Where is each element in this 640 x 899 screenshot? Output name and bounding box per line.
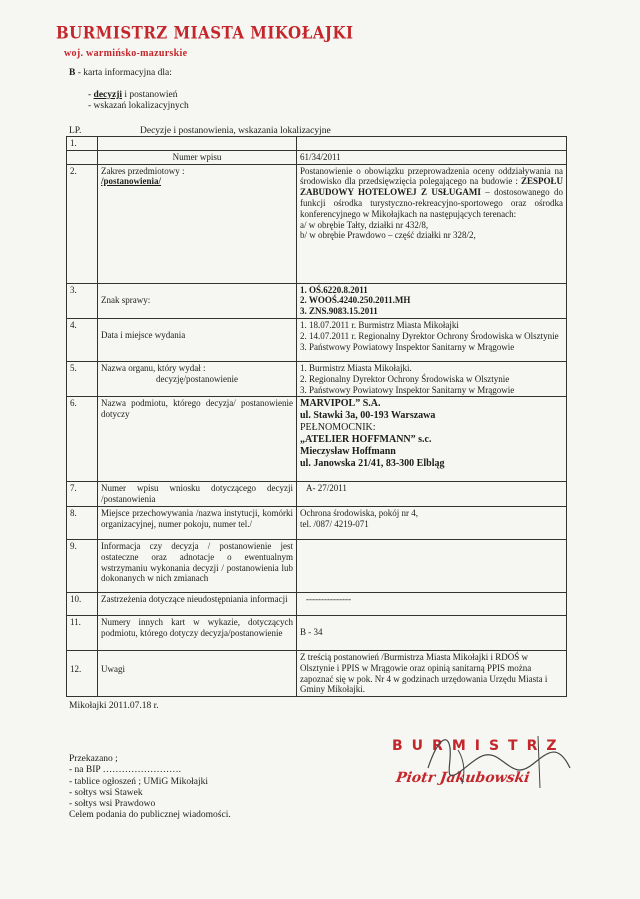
row-label: Zakres przedmiotowy : /postanowienia/ bbox=[98, 164, 297, 283]
row-number: 5. bbox=[67, 361, 98, 396]
row-label: Numery innych kart w wykazie, dotyczących podmiotu, którego dotyczy decyzja/postanowienie bbox=[98, 615, 297, 650]
row-label: Znak sprawy: bbox=[98, 283, 297, 318]
stamp-name: Piotr Jakubowski bbox=[394, 770, 531, 786]
karta-types bbox=[88, 90, 189, 112]
row-label: Nazwa podmiotu, którego decyzja/ postanowienie dotyczy bbox=[98, 397, 297, 482]
row-number: 4. bbox=[67, 318, 98, 361]
przekazano-title: Przekazano ; bbox=[69, 754, 118, 764]
row-label: Nazwa organu, który wydał : decyzję/postanowienie bbox=[98, 361, 297, 396]
karta-type-decisions: - decyzji i postanowień bbox=[88, 90, 178, 100]
list-item: Celem podania do publicznej wiadomości. bbox=[69, 810, 231, 821]
register-table bbox=[66, 136, 567, 697]
table-row bbox=[67, 283, 567, 318]
row-number: 8. bbox=[67, 506, 98, 539]
row-value: B - 34 bbox=[297, 615, 567, 650]
row-label: Data i miejsce wydania bbox=[98, 318, 297, 361]
table-row bbox=[67, 506, 567, 539]
stamp-burmistrz: BURMISTRZ bbox=[392, 738, 566, 754]
table-row bbox=[67, 318, 567, 361]
table-title: Decyzje i postanowienia, wskazania lokalizacyjne bbox=[140, 126, 331, 136]
document-date: Mikołajki 2011.07.18 r. bbox=[69, 701, 159, 711]
karta-prefix: B bbox=[69, 68, 76, 78]
underlined-decyzji: decyzji bbox=[93, 90, 123, 100]
stamp-title: BURMISTRZ MIASTA MIKOŁAJKI bbox=[56, 23, 354, 43]
przekazano-list bbox=[69, 754, 231, 822]
row-label: Uwagi bbox=[98, 650, 297, 696]
karta-type-locations: - wskazań lokalizacyjnych bbox=[88, 101, 189, 111]
row-value bbox=[297, 137, 567, 151]
table-row bbox=[67, 539, 567, 592]
table-row bbox=[67, 150, 567, 164]
row-number: 9. bbox=[67, 539, 98, 592]
list-item: - tablice ogłoszeń ; UMiG Mikołajki bbox=[69, 776, 209, 787]
signature-stamp bbox=[388, 728, 588, 798]
row-value: 1. Burmistrz Miasta Mikołajki. 2. Regionalny Dyrektor Ochrony Środowiska w Olsztynie 3. Państwowy Powiatowy Inspektor Sanitarny w Mrągowie bbox=[297, 361, 567, 396]
row-value: 1. 18.07.2011 r. Burmistrz Miasta Mikołajki 2. 14.07.2011 r. Regionalny Dyrektor Ochrony Środowiska w Olsztynie 3. Państwowy Powiatowy Inspektor Sanitarny w Mrągowie bbox=[297, 318, 567, 361]
table-row bbox=[67, 482, 567, 507]
lp-header: LP. bbox=[69, 126, 82, 136]
row-value: --------------- bbox=[297, 592, 567, 615]
table-row bbox=[67, 164, 567, 283]
list-item: - sołtys wsi Prawdowo bbox=[69, 799, 156, 810]
table-row bbox=[67, 650, 567, 696]
row-value: Z treścią postanowień /Burmistrza Miasta Mikołajki i RDOŚ w Olsztynie i PPIS w Mrągowie oraz opinią sanitarną PPIS można zapoznać się w pok. Nr 4 w godzinach urzędowania Urzędu Miasta i Gminy Mikołajki. bbox=[297, 650, 567, 696]
table-row bbox=[67, 361, 567, 396]
row-number: 7. bbox=[67, 482, 98, 507]
list-item: - sołtys wsi Stawek bbox=[69, 787, 143, 798]
table-row bbox=[67, 592, 567, 615]
row-label bbox=[98, 137, 297, 151]
row-number: 12. bbox=[67, 650, 98, 696]
row-label: Miejsce przechowywania /nazwa instytucji, komórki organizacyjnej, numer pokoju, numer tel./ bbox=[98, 506, 297, 539]
row-label: Numer wpisu bbox=[98, 150, 297, 164]
row-value: Ochrona środowiska, pokój nr 4, tel. /087/ 4219-071 bbox=[297, 506, 567, 539]
row-value bbox=[297, 539, 567, 592]
header-stamp bbox=[56, 23, 354, 59]
row-label: Numer wpisu wniosku dotyczącego decyzji /postanowienia bbox=[98, 482, 297, 507]
row-value: A- 27/2011 bbox=[297, 482, 567, 507]
row-number: 11. bbox=[67, 615, 98, 650]
row-number: 2. bbox=[67, 164, 98, 283]
table-row bbox=[67, 397, 567, 482]
row-label: Zastrzeżenia dotyczące nieudostępniania informacji bbox=[98, 592, 297, 615]
table-row bbox=[67, 137, 567, 151]
row-label: Informacja czy decyzja / postanowienie jest ostateczne oraz adnotacje o ewentualnym wstrzymaniu wykonania decyzji / postanowienia lub dokonanych w nich zmianach bbox=[98, 539, 297, 592]
handwritten-signature bbox=[388, 728, 588, 798]
row-number: 1. bbox=[67, 137, 98, 151]
row-value: Postanowienie o obowiązku przeprowadzenia oceny oddziaływania na środowisko dla przedsięwzięcia polegającego na budowie : ZESPOŁU ZABUDOWY HOTELOWEJ Z USŁUGAMI – dostosowanego do funkcji ośrodka turystyczno-rekreacyjno-sportowego oraz ośrodka konferencyjnego w Mikołajkach na następujących terenach: a/ w obrębie Tałty, działki nr 432/8, b/ w obrębie Prawdowo – część działki nr 328/2, bbox=[297, 164, 567, 283]
row-number: 10. bbox=[67, 592, 98, 615]
row-number: 6. bbox=[67, 397, 98, 482]
karta-text: - karta informacyjna dla: bbox=[75, 68, 172, 78]
karta-heading bbox=[69, 68, 172, 78]
row-value: 61/34/2011 bbox=[297, 150, 567, 164]
table-row bbox=[67, 615, 567, 650]
stamp-region: woj. warmińsko-mazurskie bbox=[64, 48, 188, 59]
list-item: - na BIP ……………………. bbox=[69, 765, 182, 776]
row-number: 3. bbox=[67, 283, 98, 318]
row-value: 1. OŚ.6220.8.2011 2. WOOŚ.4240.250.2011.MH 3. ZNS.9083.15.2011 bbox=[297, 283, 567, 318]
row-value: MARVIPOL” S.A. ul. Stawki 3a, 00-193 Warszawa PEŁNOMOCNIK: „ATELIER HOFFMANN” s.c. Mieczysław Hoffmann ul. Janowska 21/41, 83-300 Elbląg bbox=[297, 397, 567, 482]
